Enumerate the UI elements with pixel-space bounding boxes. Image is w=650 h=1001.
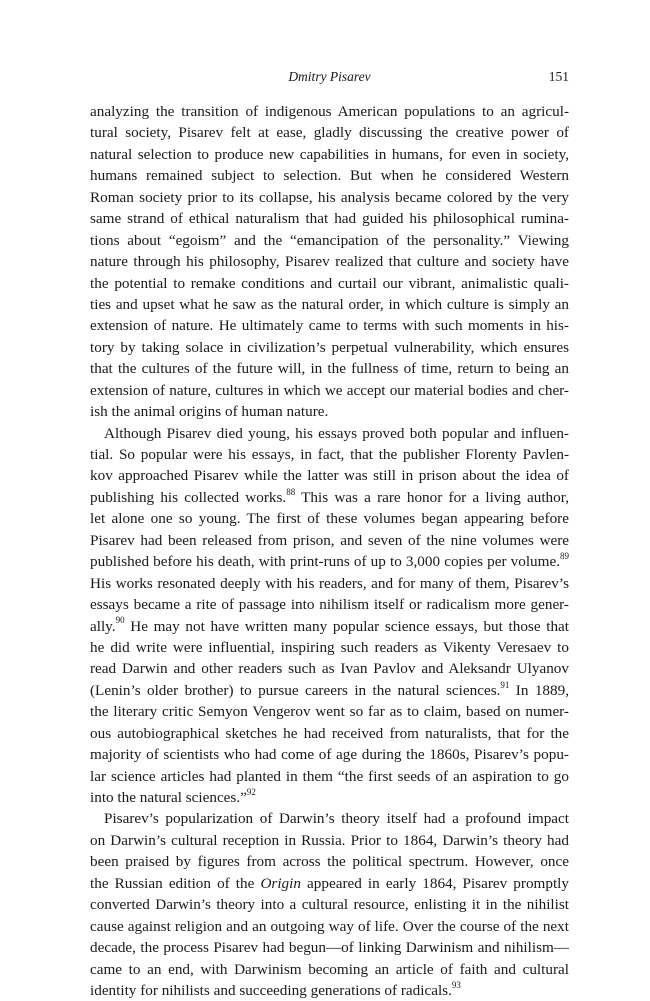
text-segment: the potential to remake conditions and curtail our vibrant, animalistic quali- — [90, 274, 569, 292]
text-segment: nature through his philosophy, Pisarev realized that culture and society have — [90, 253, 569, 271]
text-segment: tural society, Pisarev felt at ease, gladly discussing the creative power of — [90, 124, 569, 142]
text-line — [90, 187, 569, 208]
text-segment: Pisarev had been released from prison, and seven of the nine volumes were — [90, 531, 569, 549]
running-head — [90, 66, 569, 88]
body-text — [90, 101, 569, 1001]
text-line — [90, 358, 569, 379]
footnote-ref: 88 — [286, 486, 296, 497]
text-segment: Roman society prior to its collapse, his analysis became colored by the very — [90, 188, 569, 206]
text-line — [90, 401, 569, 422]
text-line — [90, 551, 569, 572]
text-segment: ally. — [90, 617, 116, 635]
text-segment: decade, the process Pisarev had begun—of linking Darwinism and nihilism— — [90, 939, 569, 957]
text-segment: tial. So popular were his essays, in fact, that the publisher Florenty Pavlen- — [90, 446, 569, 463]
text-segment: came to an end, with Darwinism becoming an article of faith and cultural — [90, 960, 569, 978]
paragraph — [90, 808, 569, 1001]
text-segment: he did write were influential, inspiring such readers as Vikenty Veresaev to — [90, 638, 569, 656]
text-line — [90, 980, 569, 1001]
running-title: Dmitry Pisarev — [288, 69, 371, 84]
text-line — [90, 530, 569, 551]
text-line — [90, 873, 569, 894]
text-line — [90, 594, 569, 615]
text-line — [90, 744, 569, 765]
text-segment: lar science articles had planted in them “the first seeds of an aspiration to go — [90, 767, 569, 785]
text-line — [90, 766, 569, 787]
text-segment: read Darwin and other readers such as Ivan Pavlov and Aleksandr Ulyanov — [90, 660, 569, 678]
text-segment: the literary critic Semyon Vengerov went so far as to claim, based on numer- — [90, 703, 569, 721]
text-segment: publishing his collected works. — [90, 488, 287, 506]
text-line — [90, 616, 569, 637]
italic-title: Origin — [260, 874, 301, 892]
text-line — [90, 573, 569, 594]
text-segment: let alone one so young. The first of these volumes began appearing before — [90, 510, 569, 528]
text-line — [90, 658, 569, 679]
text-line — [90, 787, 569, 808]
text-segment: cause against religion and an outgoing way of life. Over the course of the next — [90, 917, 569, 935]
footnote-ref: 91 — [500, 679, 510, 690]
text-line — [90, 723, 569, 744]
text-segment: tions about “egoism” and the “emancipation of the personality.” Viewing — [90, 231, 569, 249]
text-segment: ties and upset what he saw as the natural order, in which culture is simply an — [90, 295, 569, 313]
text-segment: He may not have written many popular science essays, but those that — [124, 617, 569, 635]
footnote-ref: 89 — [560, 551, 569, 562]
text-line — [90, 937, 569, 958]
text-line — [90, 465, 569, 486]
text-segment: appeared in early 1864, Pisarev promptly — [300, 874, 569, 892]
text-line — [90, 380, 569, 401]
text-segment: on Darwin’s cultural reception in Russia. Prior to 1864, Darwin’s theory had — [90, 831, 569, 849]
text-segment: same strand of ethical naturalism that had guided his philosophical rumina- — [90, 210, 569, 228]
text-segment: kov approached Pisarev while the latter was still in prison about the idea of — [90, 467, 569, 485]
text-segment: His works resonated deeply with his readers, and for many of them, Pisarev’s — [90, 574, 569, 592]
text-line — [90, 808, 569, 829]
text-line — [90, 144, 569, 165]
text-line — [90, 680, 569, 701]
text-segment: extension of nature. He ultimately came to terms with such moments in his- — [90, 317, 569, 335]
text-segment: (Lenin’s older brother) to pursue careers in the natural sciences. — [90, 681, 501, 699]
text-line — [90, 487, 569, 508]
text-segment: extension of nature, cultures in which we accept our material bodies and cher- — [90, 381, 569, 399]
text-segment: been praised by figures from across the political spectrum. However, once — [90, 853, 569, 871]
text-segment: published before his death, with print-runs of up to 3,000 copies per volume. — [90, 553, 560, 571]
text-segment: This was a rare honor for a living author, — [295, 488, 569, 506]
text-line — [90, 830, 569, 851]
text-segment: converted Darwin’s theory into a cultural resource, enlisting it in the nihilist — [90, 896, 569, 914]
text-line — [90, 315, 569, 336]
text-segment: the Russian edition of the — [90, 874, 261, 892]
text-line — [90, 851, 569, 872]
text-segment: natural selection to produce new capabilities in humans, for even in society, — [90, 145, 569, 163]
text-line — [90, 701, 569, 722]
text-line — [90, 273, 569, 294]
text-line — [90, 208, 569, 229]
text-line — [90, 444, 569, 465]
text-line — [90, 337, 569, 358]
text-line — [90, 122, 569, 143]
text-segment: Pisarev’s popularization of Darwin’s theory itself had a profound impact — [104, 810, 569, 828]
text-line — [90, 637, 569, 658]
text-line — [90, 959, 569, 980]
text-segment: tory by taking solace in civilization’s perpetual vulnerability, which ensures — [90, 338, 569, 356]
text-line — [90, 916, 569, 937]
text-segment: essays became a rite of passage into nihilism itself or radicalism more gener- — [90, 596, 569, 614]
text-line — [90, 251, 569, 272]
text-segment: In 1889, — [509, 681, 569, 699]
paragraph — [90, 423, 569, 809]
text-segment: majority of scientists who had come of age during the 1860s, Pisarev’s popu- — [90, 746, 569, 764]
text-line — [90, 101, 569, 122]
text-line — [90, 894, 569, 915]
text-segment: humans remained subject to selection. But when he considered Western — [90, 167, 569, 185]
text-line — [90, 165, 569, 186]
footnote-ref: 93 — [451, 979, 461, 990]
text-line — [90, 230, 569, 251]
text-line — [90, 508, 569, 529]
text-segment: into the natural sciences.” — [90, 789, 247, 806]
text-segment: analyzing the transition of indigenous American populations to an agricul- — [90, 103, 569, 120]
page-number: 151 — [548, 69, 569, 84]
text-segment: ous autobiographical sketches he had received from naturalists, that for the — [90, 724, 569, 742]
paragraph — [90, 101, 569, 423]
text-segment: ish the animal origins of human nature. — [90, 403, 329, 421]
text-segment: that the cultures of the future will, in the fullness of time, return to being an — [90, 360, 569, 378]
text-segment: Although Pisarev died young, his essays proved both popular and influen- — [104, 424, 569, 442]
text-segment: identity for nihilists and succeeding generations of radicals. — [90, 981, 452, 999]
text-line — [90, 294, 569, 315]
text-line — [90, 423, 569, 444]
footnote-ref: 90 — [115, 615, 125, 626]
footnote-ref: 92 — [246, 786, 256, 797]
